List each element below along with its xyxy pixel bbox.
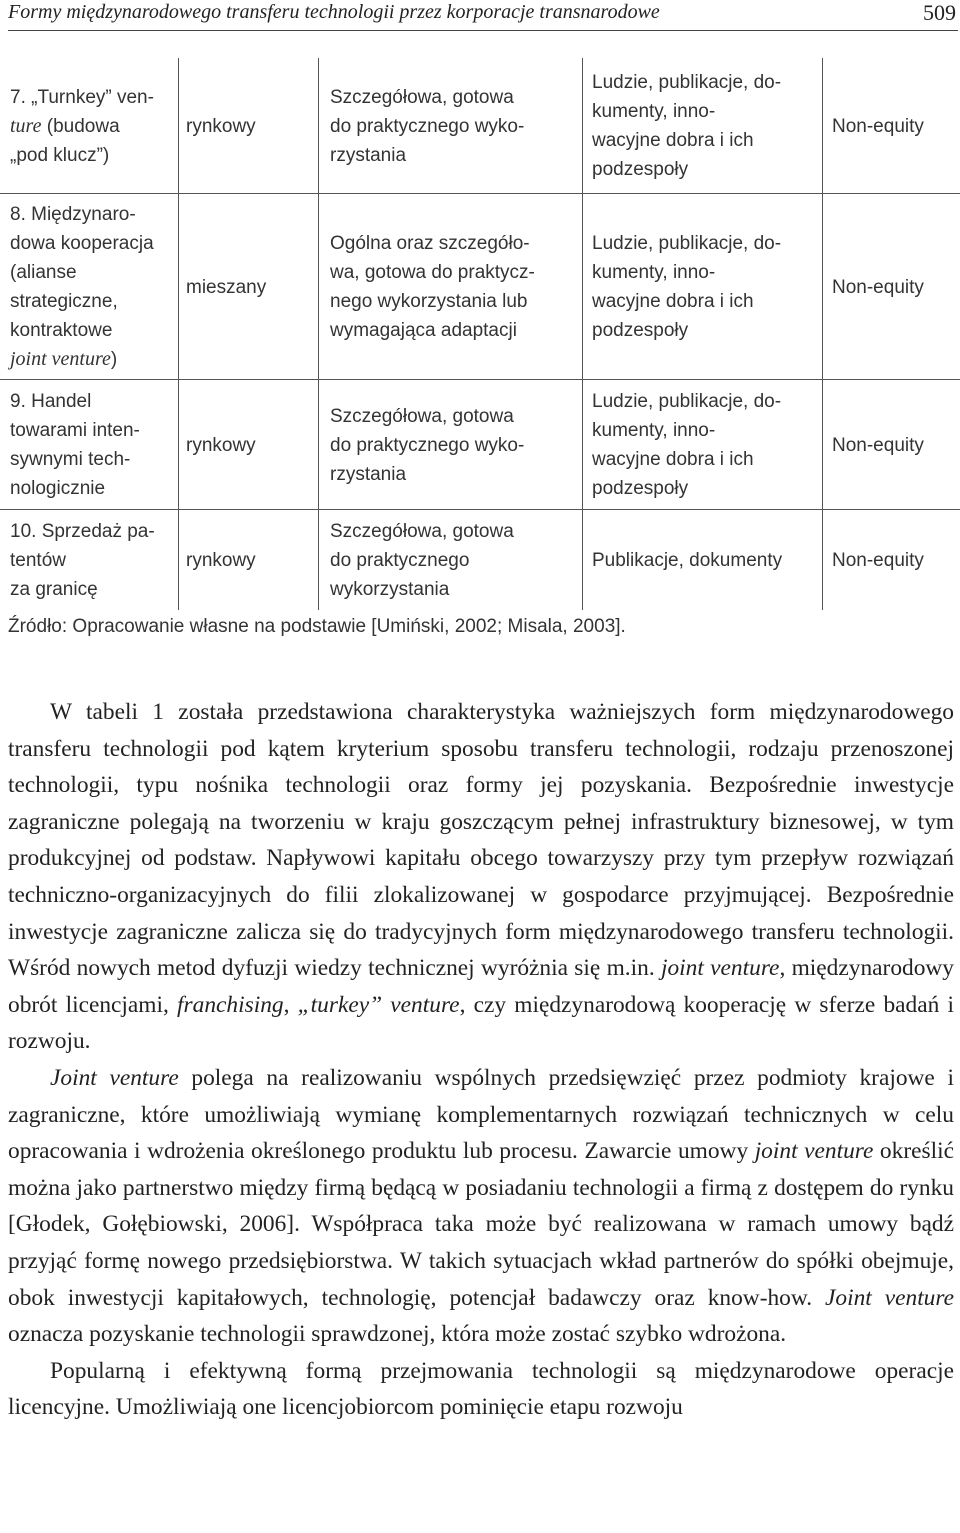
page-number: 509 (923, 0, 956, 25)
cell-acquisition: Non-equity (832, 115, 924, 137)
column-divider (582, 58, 583, 194)
paragraph: W tabeli 1 została przedstawiona charakterystyka ważniejszych form międzynarodowego transferu technologii pod kątem kryterium sposobu transferu technologii, rodzaju przenoszonej technologii, typu nośnika technologii oraz formy jej pozyskania. Bezpośrednie inwestycje zagraniczne polegają na tworzeniu w kraju goszczącym pełnej infrastruktury biznesowej, w tym produkcyjnej od podstaw. Napływowi kapitału obcego towarzyszy przy tym przepływ rozwiązań techniczno-organizacyjnych do filii zlokalizowanej w gospodarce przyjmującej. Bezpośrednie inwestycje zagraniczne zalicza się do tradycyjnych form międzynarodowego transferu technologii. Wśród nowych metod dyfuzji wiedzy technicznej wyróżnia się m.in. joint venture, międzynarodowy obrót licencjami, franchising, „turkey” venture, czy międzynarodową kooperację w sferze badań i rozwoju. (8, 699, 954, 1055)
column-divider (318, 194, 319, 380)
cell-market: rynkowy (186, 115, 256, 137)
cell-technology: Szczegółowa, gotowa do praktycznego wykorzystania (330, 520, 514, 600)
column-divider (178, 380, 179, 510)
cell-market: mieszany (186, 276, 267, 298)
column-divider (822, 58, 823, 194)
column-divider (178, 194, 179, 380)
cell-form: 10. Sprzedaż pa- tentów za granicę (10, 520, 155, 600)
cell-carrier: Ludzie, publikacje, do- kumenty, inno- wacyjne dobra i ich podzespoły (592, 233, 782, 341)
running-header (8, 0, 958, 31)
column-divider (822, 194, 823, 380)
cell-carrier: Ludzie, publikacje, do- kumenty, inno- wacyjne dobra i ich podzespoły (592, 391, 782, 499)
cell-technology: Szczegółowa, gotowa do praktycznego wyko- rzystania (330, 86, 525, 166)
column-divider (178, 510, 179, 610)
running-header-title: Formy międzynarodowego transferu technologii przez korporacje transnarodowe (8, 1, 660, 23)
cell-carrier: Ludzie, publikacje, do- kumenty, inno- wacyjne dobra i ich podzespoły (592, 72, 782, 180)
table-row (0, 380, 960, 510)
cell-acquisition: Non-equity (832, 276, 924, 298)
column-divider (318, 58, 319, 194)
cell-acquisition: Non-equity (832, 549, 924, 571)
cell-form: 9. Handel towarami inten- sywnymi tech- nologicznie (10, 391, 140, 499)
column-divider (318, 510, 319, 610)
column-divider (178, 58, 179, 194)
cell-technology: Szczegółowa, gotowa do praktycznego wyko- rzystania (330, 405, 525, 485)
table-row (0, 194, 960, 380)
table-row (0, 58, 960, 194)
table-source-note: Źródło: Opracowanie własne na podstawie [Umiński, 2002; Misala, 2003]. (8, 616, 626, 637)
paragraph: Joint venture polega na realizowaniu wspólnych przedsięwzięć przez podmioty krajowe i zagraniczne, które umożliwiają wymianę komplementarnych rozwiązań technicznych w celu opracowania i wdrożenia określonego produktu lub procesu. Zawarcie umowy joint venture określić można jako partnerstwo między firmą będącą w posiadaniu technologii a firmą z dostępem do rynku [Głodek, Gołębiowski, 2006]. Współpraca taka może być realizowana w ramach umowy bądź przyjąć formę nowego przedsiębiorstwa. W takich sytuacjach wkład partnerów do spółki obejmuje, obok inwestycji kapitałowych, technologię, potencjał badawczy oraz know-how. Joint venture oznacza pozyskanie technologii sprawdzonej, która może zostać szybko wdrożona. (8, 1064, 954, 1348)
column-divider (822, 380, 823, 510)
cell-market: rynkowy (186, 549, 256, 571)
body-text (8, 694, 954, 1426)
cell-technology: Ogólna oraz szczegóło- wa, gotowa do praktycz- nego wykorzystania lub wymagająca adaptacji (330, 233, 535, 341)
cell-carrier: Publikacje, dokumenty (592, 549, 783, 571)
table-row (0, 510, 960, 610)
cell-market: rynkowy (186, 434, 256, 456)
column-divider (582, 510, 583, 610)
column-divider (582, 380, 583, 510)
cell-acquisition: Non-equity (832, 434, 924, 456)
column-divider (822, 510, 823, 610)
cell-form: 7. „Turnkey” ven- ture (budowa „pod klucz”) (10, 86, 154, 166)
column-divider (582, 194, 583, 380)
forms-table (0, 58, 960, 610)
paragraph: Popularną i efektywną formą przejmowania technologii są międzynarodowe operacje licencyjne. Umożliwiają one licencjobiorcom pominięcie etapu rozwoju (8, 1357, 954, 1421)
cell-form: 8. Międzynaro- dowa kooperacja (alianse strategiczne, kontraktowe joint venture) (10, 204, 154, 370)
column-divider (318, 380, 319, 510)
